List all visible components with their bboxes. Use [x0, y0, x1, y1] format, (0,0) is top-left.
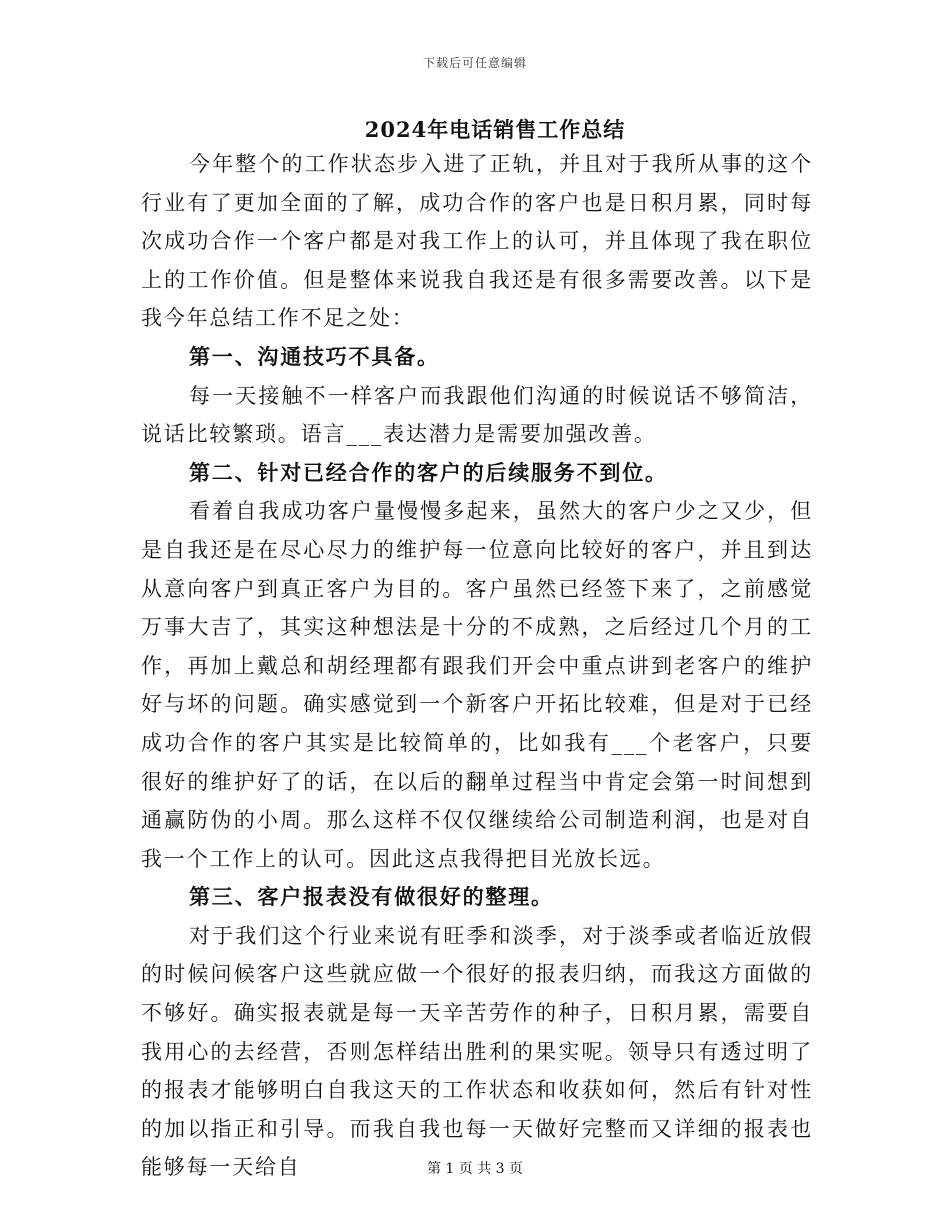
header-note: 下载后可任意编辑 — [422, 56, 527, 70]
section-heading-1: 第一、沟通技巧不具备。 — [189, 343, 440, 369]
paragraph-section-2: 看着自我成功客户量慢慢多起来，虽然大的客户少之又少，但是自我还是在尽心尽力的维护每一位意向比较好的客户，并且到达从意向客户到真正客户为目的。客户虽然已经签下来了，之前感觉万事大吉了，其实这种想法是十分的不成熟，之后经过几个月的工作，再加上戴总和胡经理都有跟我们开会中重点讲到老客户的维护好与坏的问题。确实感觉到一个新客户开拓比较难，但是对于已经成功合作的客户其实是比较简单的，比如我有___个老客户，只要很好的维护好了的话，在以后的翻单过程当中肯定会第一时间想到通赢防伪的小周。那么这样不仅仅继续给公司制造利润，也是对自我一个工作上的认可。因此这点我得把目光放长远。 — [141, 499, 813, 871]
document-title: 2024年电话销售工作总结 — [364, 117, 626, 142]
page-number-footer: 第 1 页 共 3 页 — [426, 1161, 524, 1177]
document-body — [141, 145, 813, 1187]
section-heading-3: 第三、客户报表没有做很好的整理。 — [189, 884, 554, 910]
paragraph-section-1: 每一天接触不一样客户而我跟他们沟通的时候说话不够简洁，说话比较繁琐。语言___表达潜力是需要加强改善。 — [141, 383, 813, 447]
section-heading-2: 第二、针对已经合作的客户的后续服务不到位。 — [189, 459, 668, 485]
paragraph-intro: 今年整个的工作状态步入进了正轨，并且对于我所从事的这个行业有了更加全面的了解，成功合作的客户也是日积月累，同时每次成功合作一个客户都是对我工作上的认可，并且体现了我在职位上的工作价值。但是整体来说我自我还是有很多需要改善。以下是我今年总结工作不足之处： — [141, 152, 813, 331]
paragraph-section-3: 对于我们这个行业来说有旺季和淡季，对于淡季或者临近放假的时候问候客户这些就应做一个很好的报表归纳，而我这方面做的不够好。确实报表就是每一天辛苦劳作的种子，日积月累，需要自我用心的去经营，否则怎样结出胜利的果实呢。领导只有透过明了的报表才能够明白自我这天的工作状态和收获如何，然后有针对性的加以指正和引导。而我自我也每一天做好完整而又详细的报表也能够每一天给自 — [141, 923, 813, 1180]
